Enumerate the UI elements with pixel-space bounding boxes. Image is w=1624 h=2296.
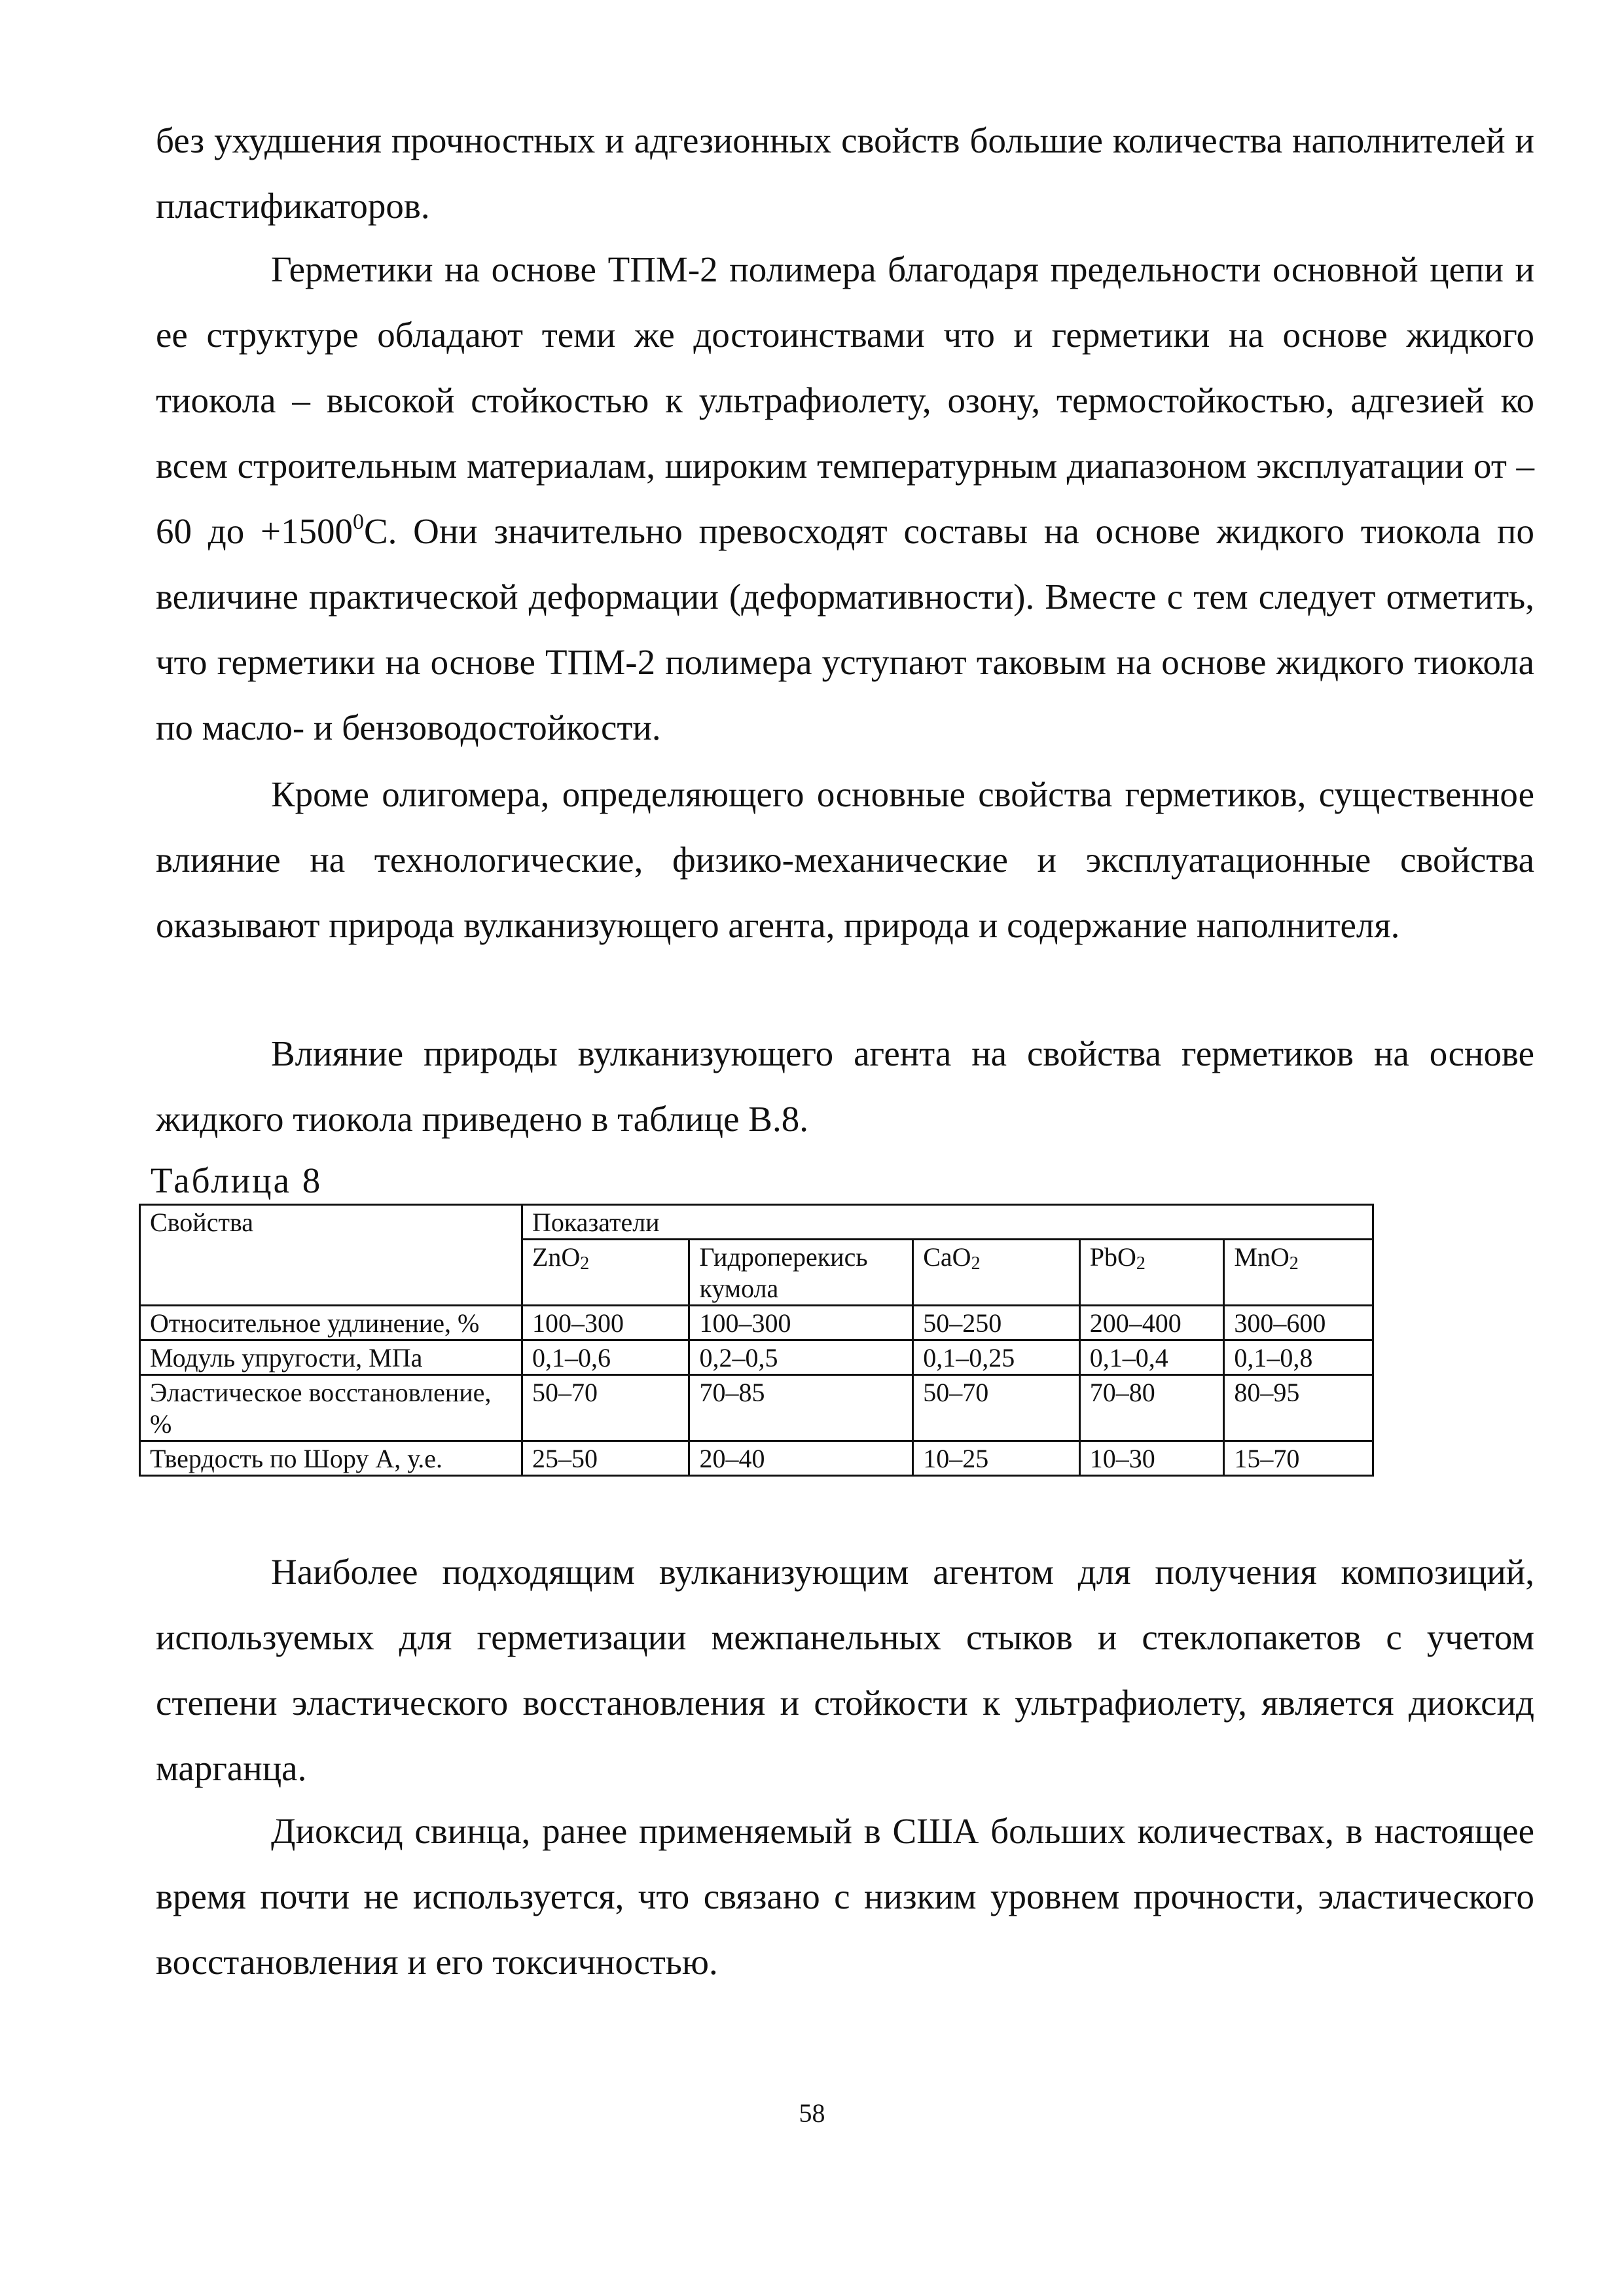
table-cell: 80–95 xyxy=(1224,1375,1373,1441)
paragraph-5 xyxy=(156,1539,1534,1801)
page-number: 58 xyxy=(799,2098,825,2128)
paragraph-1-text: без ухудшения прочностных и адгезионных свойств большие количества наполнителей и пластификаторов. xyxy=(156,120,1534,226)
paragraph-4 xyxy=(156,1021,1534,1152)
header-indicators: Показатели xyxy=(522,1205,1373,1240)
table-cell: 100–300 xyxy=(522,1306,689,1340)
row-property: Эластическое восстановление, % xyxy=(140,1375,522,1441)
table-row xyxy=(140,1340,1373,1375)
properties-table xyxy=(139,1204,1374,1477)
paragraph-6-text: Диоксид свинца, ранее применяемый в США больших количествах, в настоящее время почти не используется, что связано с низким уровнем прочности, эластического восстановления и его токсичностью. xyxy=(156,1811,1534,1982)
table-cell: 20–40 xyxy=(689,1441,913,1476)
table-cell: 50–70 xyxy=(913,1375,1079,1441)
table-cell: 200–400 xyxy=(1079,1306,1224,1340)
paragraph-2-part-1: Герметики на основе ТПМ-2 полимера благодаря предельности основной цепи и ее структуре обладают теми же достоинствами что и герметики на основе жидкого тиокола – высокой стойкостью к ультрафиолету, озону, термостойкостью, адгезией ко всем строительным материалам, широким температурным диапазоном эксплуатации от –60 до +1500 xyxy=(156,249,1534,551)
table-cell: 10–25 xyxy=(913,1441,1079,1476)
header-properties: Свойства xyxy=(140,1205,522,1306)
table-row xyxy=(140,1375,1373,1441)
header-agent-mno2: MnO$_2$ xyxy=(1224,1240,1373,1306)
paragraph-1 xyxy=(156,108,1534,239)
table-cell: 0,1–0,6 xyxy=(522,1340,689,1375)
table-cell: 100–300 xyxy=(689,1306,913,1340)
table-cell: 0,1–0,8 xyxy=(1224,1340,1373,1375)
table-row xyxy=(140,1306,1373,1340)
row-property: Модуль упругости, МПа xyxy=(140,1340,522,1375)
table-cell: 70–85 xyxy=(689,1375,913,1441)
table-cell: 70–80 xyxy=(1079,1375,1224,1441)
table-cell: 0,1–0,25 xyxy=(913,1340,1079,1375)
table-cell: 10–30 xyxy=(1079,1441,1224,1476)
paragraph-4-text: Влияние природы вулканизующего агента на свойства герметиков на основе жидкого тиокола приведено в таблице В.8. xyxy=(156,1033,1534,1139)
paragraph-2-part-2: С. Они значительно превосходят составы на основе жидкого тиокола по величине практической деформации (деформативности). Вместе с тем следует отметить, что герметики на основе ТПМ-2 полимера уступают таковым на основе жидкого тиокола по масло- и бензоводостойкости. xyxy=(156,511,1534,747)
table-cell: 300–600 xyxy=(1224,1306,1373,1340)
paragraph-6 xyxy=(156,1799,1534,1995)
row-property: Относительное удлинение, % xyxy=(140,1306,522,1340)
row-property: Твердость по Шору А, у.е. xyxy=(140,1441,522,1476)
table-caption: Таблица 8 xyxy=(151,1160,323,1200)
table-header-row-1 xyxy=(140,1205,1373,1240)
paragraph-3-text: Кроме олигомера, определяющего основные свойства герметиков, существенное влияние на технологические, физико-механические и эксплуатационные свойства оказывают природа вулканизующего агента, природа и содержание наполнителя. xyxy=(156,774,1534,945)
paragraph-2-text xyxy=(156,237,1534,761)
degree-superscript: 0 xyxy=(352,510,364,534)
table-cell: 50–250 xyxy=(913,1306,1079,1340)
header-agent-pbo2: PbO$_2$ xyxy=(1079,1240,1224,1306)
table-row xyxy=(140,1441,1373,1476)
header-agent-zno2: ZnO$_2$ xyxy=(522,1240,689,1306)
table-cell: 50–70 xyxy=(522,1375,689,1441)
paragraph-2 xyxy=(156,237,1534,761)
table-cell: 15–70 xyxy=(1224,1441,1373,1476)
header-agent-cumene-hydroperoxide: Гидроперекись кумола xyxy=(689,1240,913,1306)
paragraph-5-text: Наиболее подходящим вулканизующим агентом для получения композиций, используемых для герметизации межпанельных стыков и стеклопакетов с учетом степени эластического восстановления и стойкости к ультрафиолету, является диоксид марганца. xyxy=(156,1552,1534,1788)
header-agent-cao2: CaO$_2$ xyxy=(913,1240,1079,1306)
table-cell: 25–50 xyxy=(522,1441,689,1476)
table-cell: 0,1–0,4 xyxy=(1079,1340,1224,1375)
paragraph-3 xyxy=(156,762,1534,958)
table-cell: 0,2–0,5 xyxy=(689,1340,913,1375)
